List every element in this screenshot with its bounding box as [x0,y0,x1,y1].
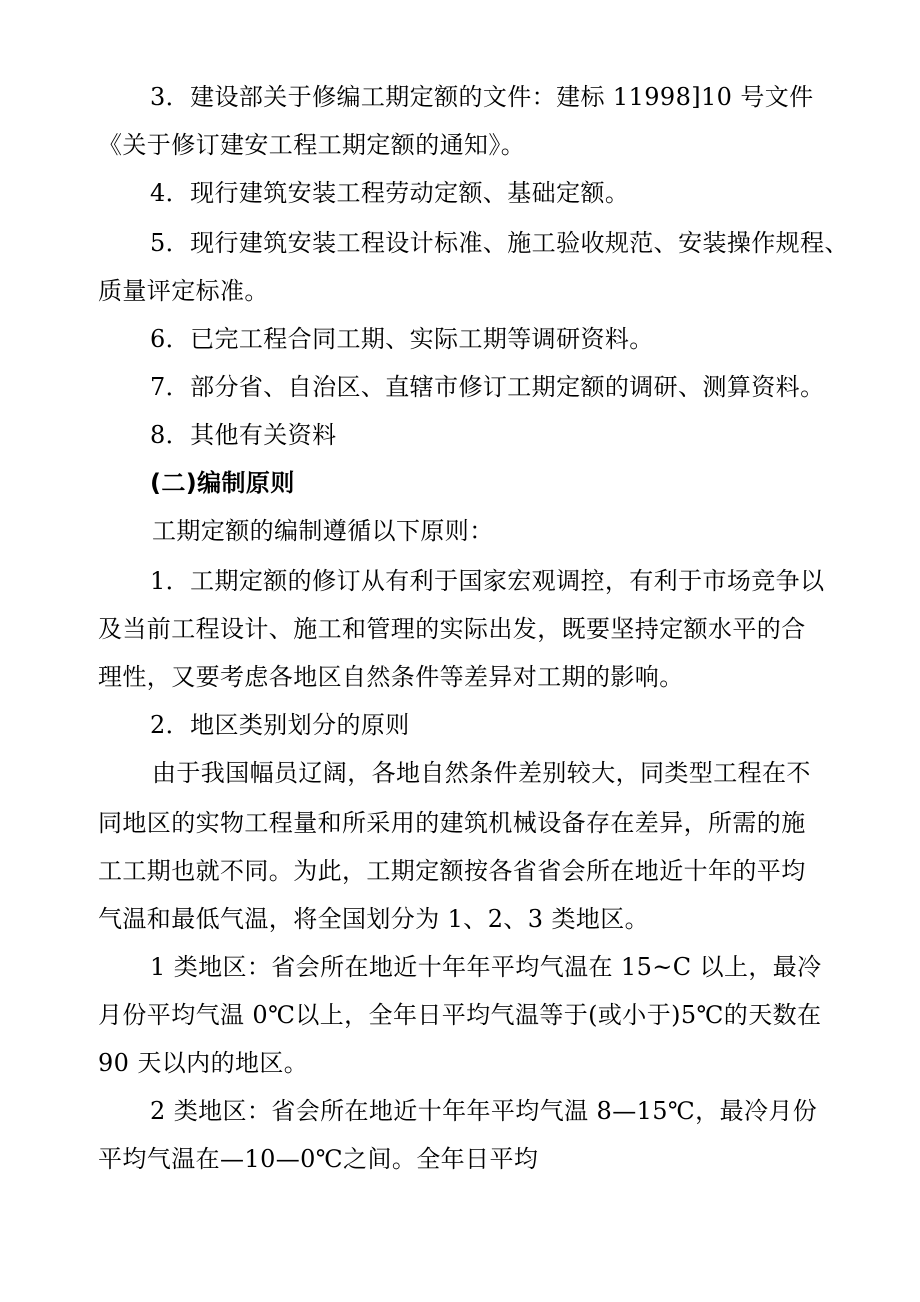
section-heading: (二)编制原则 [150,469,295,497]
principle-1: 1．工期定额的修订从有利于国家宏观调控，有利于市场竞争以 [150,567,825,595]
list-item-3-continued: 《关于修订建安工程工期定额的通知》。 [98,131,526,159]
region-class-1-line-2: 月份平均气温 0℃以上，全年日平均气温等于(或小于)5℃的天数在 [98,1001,822,1029]
list-item-5-continued: 质量评定标准。 [98,277,269,305]
principle-1-line-2: 及当前工程设计、施工和管理的实际出发，既要坚持定额水平的合 [98,615,806,643]
list-item-8: 8．其他有关资料 [150,421,337,449]
principle-2: 2．地区类别划分的原则 [150,711,410,739]
principle-1-line-3: 理性，又要考虑各地区自然条件等差异对工期的影响。 [98,663,684,691]
region-class-1-line-3: 90 天以内的地区。 [98,1049,309,1077]
region-class-2-line-1: 2 类地区：省会所在地近十年年平均气温 8—15℃，最冷月份 [150,1097,818,1125]
paragraph-region-line-4: 气温和最低气温，将全国划分为 1、2、3 类地区。 [98,905,650,933]
list-item-5: 5．现行建筑安装工程设计标准、施工验收规范、安装操作规程、 [150,229,849,257]
list-item-4: 4．现行建筑安装工程劳动定额、基础定额。 [150,179,630,207]
list-item-7: 7．部分省、自治区、直辖市修订工期定额的调研、测算资料。 [150,373,825,401]
paragraph-region-line-2: 同地区的实物工程量和所采用的建筑机械设备存在差异，所需的施 [98,809,806,837]
region-class-1-line-1: 1 类地区：省会所在地近十年年平均气温在 15~C 以上，最冷 [150,953,822,981]
list-item-3: 3．建设部关于修编工期定额的文件：建标 11998]10 号文件 [150,83,814,111]
paragraph-region-line-1: 由于我国幅员辽阔，各地自然条件差别较大，同类型工程在不 [152,759,811,787]
paragraph-intro: 工期定额的编制遵循以下原则： [152,517,494,545]
list-item-6: 6．已完工程合同工期、实际工期等调研资料。 [150,325,654,353]
paragraph-region-line-3: 工工期也就不同。为此，工期定额按各省省会所在地近十年的平均 [98,857,806,885]
region-class-2-line-2: 平均气温在—10—0℃之间。全年日平均 [98,1145,539,1173]
